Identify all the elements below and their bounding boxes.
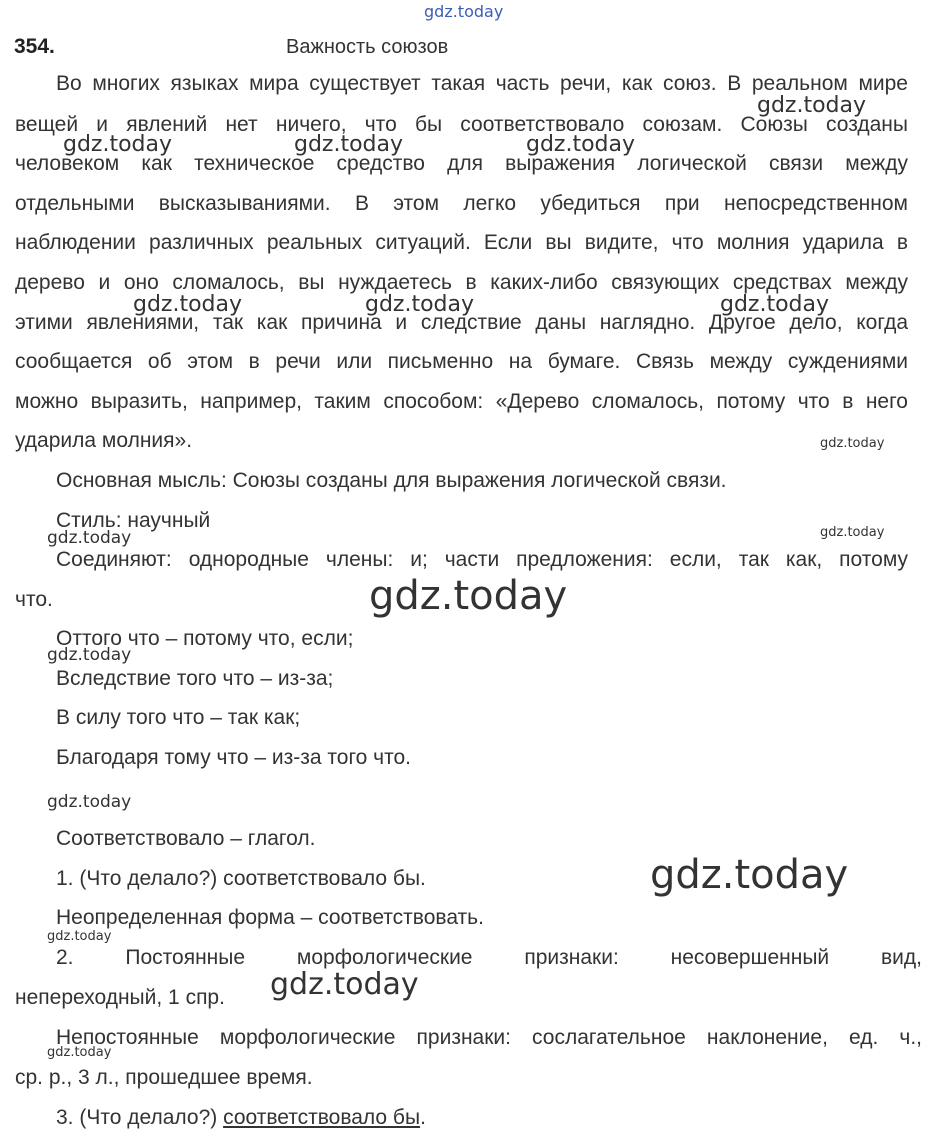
- synonym-1: Оттого что – потому что, если;: [56, 627, 354, 650]
- watermark: gdz.today: [47, 528, 132, 548]
- connect-line-2: что.: [15, 588, 53, 611]
- synonym-3: В силу того что – так как;: [56, 706, 301, 729]
- nonconst-line-1: Непостоянные морфологические признаки: сослагательное наклонение, ед. ч.,: [56, 1026, 922, 1049]
- watermark: gdz.today: [270, 967, 419, 1002]
- watermark: gdz.today: [650, 852, 849, 898]
- watermark: gdz.today: [526, 132, 636, 157]
- nonconst-line-2: ср. р., 3 л., прошедшее время.: [15, 1066, 313, 1089]
- synonym-4: Благодаря тому что – из-за того что.: [56, 746, 412, 769]
- parse-step-3-prefix: 3. (Что делало?): [56, 1106, 224, 1129]
- parse-step-3-underlined: соответствовало бы: [223, 1106, 421, 1129]
- parse-step-3: [56, 1105, 426, 1131]
- watermark: gdz.today: [294, 132, 404, 157]
- parse-step-1: 1. (Что делало?) соответствовало бы.: [56, 867, 426, 890]
- text-line-10: ударила молния».: [15, 429, 193, 452]
- watermark: gdz.today: [365, 292, 475, 317]
- infinitive: Неопределенная форма – соответствовать.: [56, 906, 484, 929]
- watermark: gdz.today: [63, 132, 173, 157]
- connect-line-1: Соединяют: однородные члены: и; части предложения: если, так как, потому: [56, 548, 908, 571]
- text-line-8: сообщается об этом в речи или письменно на бумаге. Связь между суждениями: [15, 350, 908, 373]
- watermark: gdz.today: [133, 292, 243, 317]
- text-line-5: наблюдении различных реальных ситуаций. Если вы видите, что молния ударила в: [15, 231, 908, 254]
- watermark: gdz.today: [820, 436, 885, 451]
- main-idea: Основная мысль: Союзы созданы для выражения логической связи.: [56, 469, 727, 492]
- text-line-2: вещей и явлений нет ничего, что бы соответствовало союзам. Союзы созданы: [15, 113, 908, 136]
- watermark: gdz.today: [757, 93, 867, 118]
- exercise-number: 354.: [14, 35, 55, 58]
- watermark: gdz.today: [47, 1045, 112, 1060]
- watermark: gdz.today: [820, 525, 885, 540]
- parse-step-3-suffix: .: [420, 1106, 426, 1129]
- text-line-6: дерево и оно сломалось, вы нуждаетесь в каких-либо связующих средствах между: [15, 271, 908, 294]
- text-line-9: можно выразить, например, таким способом: «Дерево сломалось, потому что в него: [15, 390, 908, 413]
- style: Стиль: научный: [56, 509, 211, 532]
- parse-step-2-line-1: 2. Постоянные морфологические признаки: несовершенный вид,: [56, 946, 922, 969]
- watermark: gdz.today: [47, 792, 132, 812]
- parse-title: Соответствовало – глагол.: [56, 827, 316, 850]
- synonym-2: Вследствие того что – из-за;: [56, 667, 334, 690]
- watermark-top: gdz.today: [424, 2, 504, 21]
- watermark: gdz.today: [47, 929, 112, 944]
- watermark: gdz.today: [369, 573, 568, 619]
- text-line-7: этими явлениями, так как причина и следствие даны наглядно. Другое дело, когда: [15, 311, 908, 334]
- text-line-1: Во многих языках мира существует такая часть речи, как союз. В реальном мире: [56, 72, 908, 95]
- text-line-3: человеком как техническое средство для выражения логической связи между: [15, 152, 908, 175]
- watermark: gdz.today: [47, 645, 132, 665]
- text-line-4: отдельными высказываниями. В этом легко убедиться при непосредственном: [15, 192, 908, 215]
- watermark: gdz.today: [720, 292, 830, 317]
- parse-step-2-line-2: непереходный, 1 спр.: [15, 986, 225, 1009]
- exercise-title: Важность союзов: [286, 36, 449, 58]
